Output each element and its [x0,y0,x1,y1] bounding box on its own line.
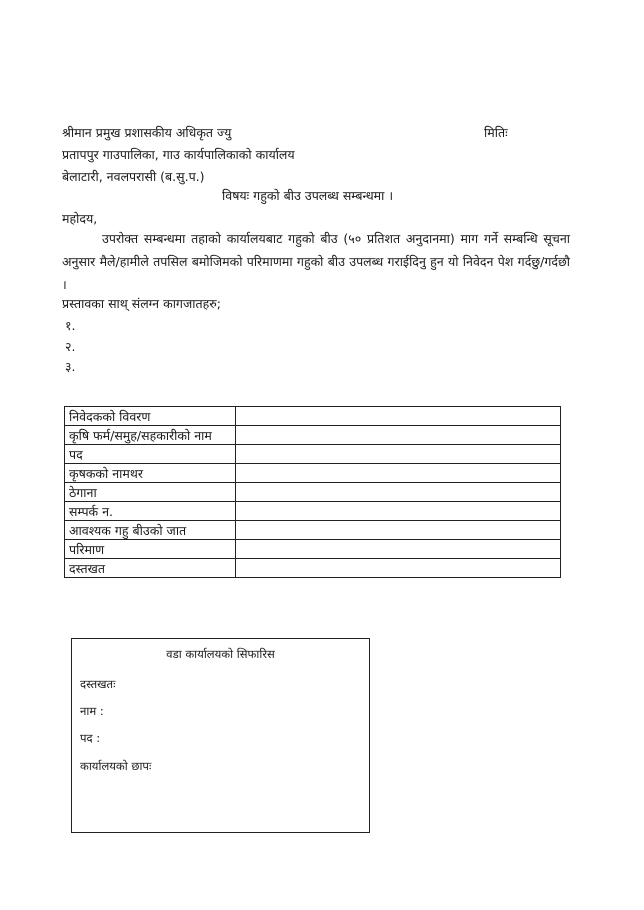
office-stamp-field: कार्यालयको छापः [80,759,152,773]
applicant-details-table [64,406,561,578]
table-row [65,540,561,559]
office-location: बेलाटारी, नवलपरासी (ब.सु.प.) [62,169,205,184]
row-value [236,445,561,464]
date-label: मितिः [484,125,508,140]
row-value [236,559,561,578]
signature-field: दस्तखतः [80,677,116,691]
recommendation-title: वडा कार्यालयको सिफारिस [166,647,275,661]
table-row [65,426,561,445]
table-row [65,464,561,483]
attachment-item: ३. [65,359,76,374]
row-value [236,407,561,426]
table-row [65,445,561,464]
name-field: नाम : [80,704,104,718]
ward-recommendation-box [71,638,370,833]
addressee: श्रीमान प्रमुख प्रशासकीय अधिकृत ज्यु [62,125,232,140]
salutation: महोदय, [62,211,98,226]
post-field: पद : [80,731,101,745]
row-label: निवेदकको विवरण [65,407,236,426]
row-value [236,464,561,483]
table-row [65,521,561,540]
row-label: परिमाण [65,540,236,559]
table-row [65,483,561,502]
row-value [236,483,561,502]
subject-line: विषयः गहुको बीउ उपलब्ध सम्बन्धमा । [222,188,394,203]
row-value [236,521,561,540]
row-label: सम्पर्क न. [65,502,236,521]
attachment-item: १. [65,318,76,333]
body-paragraph: उपरोक्त सम्बन्धमा तहाको कार्यालयबाट गहुको बीउ (५० प्रतिशत अनुदानमा) माग गर्ने सम्बन्धि सूचना अनुसार मैले/हामीले तपसिल बमोजिमको परिमाणमा गहुको बीउ उपलब्ध गराईदिनु हुन यो निवेदन पेश गर्दछु/गर्दछौ । [62,231,570,292]
attachments-heading: प्रस्तावका साथ् संलग्न कागजातहरु; [62,296,221,311]
row-value [236,540,561,559]
row-label: कृषि फर्म/समुह/सहकारीको नाम [65,426,236,445]
row-value [236,502,561,521]
attachment-item: २. [65,339,76,354]
row-value [236,426,561,445]
table-row [65,559,561,578]
table-row [65,502,561,521]
row-label: दस्तखत [65,559,236,578]
row-label: आवश्यक गहु बीउको जात [65,521,236,540]
row-label: कृषकको नामथर [65,464,236,483]
table-row [65,407,561,426]
row-label: पद [65,445,236,464]
office-name: प्रतापपुर गाउपालिका, गाउ कार्यपालिकाको कार्यालय [62,147,295,162]
row-label: ठेगाना [65,483,236,502]
